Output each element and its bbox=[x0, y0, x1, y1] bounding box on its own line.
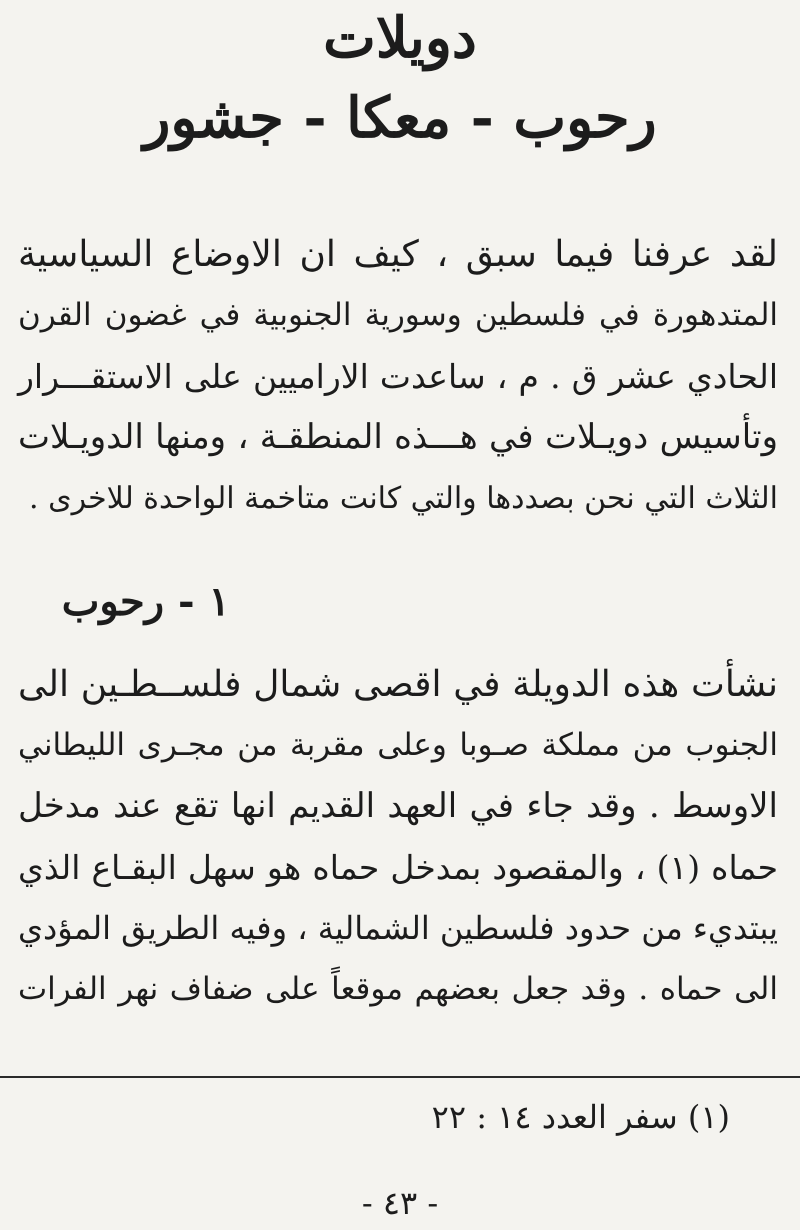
paragraph-line: لقد عرفنا فيما سبق ، كيف ان الاوضاع السياسية bbox=[18, 234, 778, 275]
paragraph-line: نشأت هذه الدويلة في اقصى شمال فلســطـين الى bbox=[18, 664, 778, 705]
intro-paragraph bbox=[18, 224, 778, 529]
paragraph-line: وتأسيس دويـلات في هـــذه المنطقـة ، ومنها الدويـلات bbox=[18, 417, 778, 457]
paragraph-line: الى حماه . وقد جعل بعضهم موقعاً على ضفاف نهر الفرات bbox=[18, 971, 778, 1007]
paragraph-line: حماه (١) ، والمقصود بمدخل حماه هو سهل البقـاع الذي bbox=[18, 848, 779, 887]
footnote-divider bbox=[0, 1076, 800, 1078]
chapter-title-line-2: رحوب - معكا - جشور bbox=[143, 85, 657, 151]
section-heading: ١ - رحوب bbox=[61, 578, 230, 625]
footnote: (١) سفر العدد ١٤ : ٢٢ bbox=[431, 1098, 730, 1136]
section-paragraph bbox=[18, 654, 778, 1020]
paragraph-line: الجنوب من مملكة صـوبا وعلى مقربة من مجـرى الليطاني bbox=[18, 727, 778, 763]
paragraph-line: الثلاث التي نحن بصددها والتي كانت متاخمة الواحدة للاخرى . bbox=[29, 481, 778, 516]
page-number: - ٤٣ - bbox=[361, 1184, 439, 1222]
paragraph-line: الحادي عشر ق . م ، ساعدت الاراميين على الاستقـــرار bbox=[18, 357, 778, 396]
paragraph-line: المتدهورة في فلسطين وسورية الجنوبية في غضون القرن bbox=[18, 297, 778, 333]
paragraph-line: الاوسط . وقد جاء في العهد القديم انها تقع عند مدخل bbox=[18, 786, 778, 826]
chapter-title bbox=[0, 0, 800, 151]
chapter-title-line-1: دويلات bbox=[323, 5, 477, 71]
paragraph-line: يبتديء من حدود فلسطين الشمالية ، وفيه الطريق المؤدي bbox=[18, 909, 778, 947]
